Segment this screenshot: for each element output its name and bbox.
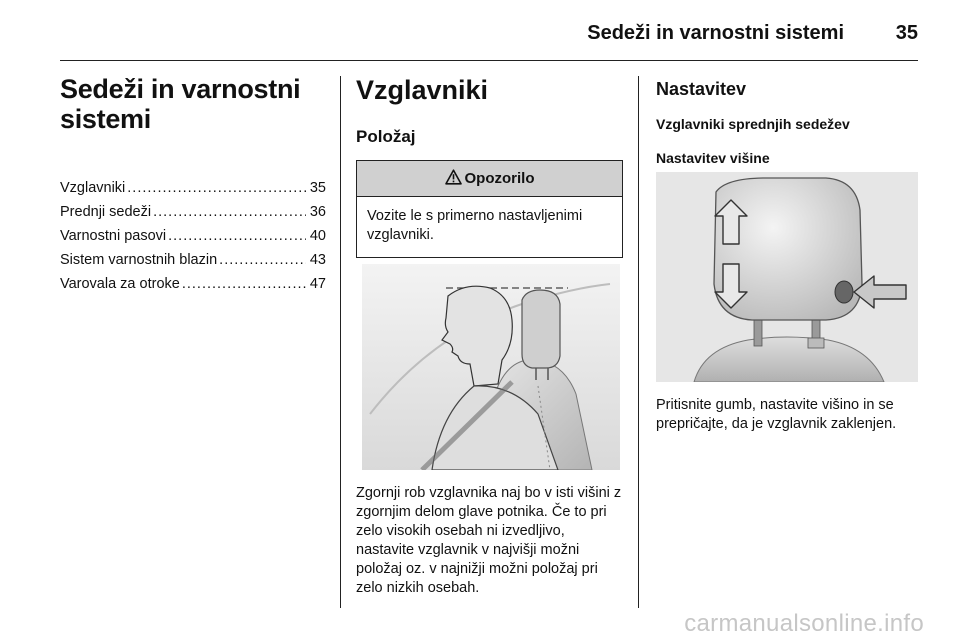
- front-seats-headrest-subtitle: Vzglavniki sprednjih sedežev: [656, 116, 850, 132]
- height-adjustment-subtitle: Nastavitev višine: [656, 150, 770, 166]
- column-divider-2: [638, 76, 639, 608]
- section-title: Vzglavniki: [356, 75, 489, 105]
- header-divider: [60, 60, 918, 61]
- warning-heading: Opozorilo: [464, 170, 535, 187]
- running-header-title: Sedeži in varnostni sistemi: [587, 22, 844, 44]
- warning-header: [357, 161, 622, 197]
- toc-item-vzglavniki[interactable]: Vzglavniki ..... 35: [60, 176, 326, 200]
- height-adjustment-illustration: [656, 172, 918, 382]
- headrest-position-illustration: [362, 264, 620, 470]
- warning-text: Vozite le s primerno nastavljenimi vzglavniki.: [367, 208, 583, 243]
- chapter-title: Sedeži in varnostni sistemi: [60, 74, 301, 134]
- toc-item-varovala-za-otroke[interactable]: Varovala za otroke ..... 47: [60, 272, 326, 296]
- toc-item-sistem-varnostnih-blazin[interactable]: Sistem varnostnih blazin ..... 43: [60, 248, 326, 272]
- page-number: 35: [895, 22, 918, 44]
- adjustment-title: Nastavitev: [656, 79, 747, 99]
- column-divider-1: [340, 76, 341, 608]
- adjustment-section: [656, 78, 926, 167]
- position-paragraph: Zgornji rob vzglavnika naj bo v isti višini z zgornjim delom glave potnika. Če to pri zelo visokih osebah ni izvedljivo, nastavite vzglavnik v najvišji možni položaj oz. v najnižji možni položaj pri zelo nizkih osebah.: [356, 485, 622, 596]
- toc-item-prednji-sedezi[interactable]: Prednji sedeži ..... 36: [60, 200, 326, 224]
- chapter-column: [60, 74, 326, 296]
- warning-box: [356, 160, 623, 258]
- adjustment-paragraph: Pritisnite gumb, nastavite višino in se prepričajte, da je vzglavnik zaklenjen.: [656, 397, 897, 432]
- toc-item-varnostni-pasovi[interactable]: Varnostni pasovi ..... 40: [60, 224, 326, 248]
- subsection-title: Položaj: [356, 127, 416, 146]
- warning-triangle-icon: [445, 169, 462, 189]
- watermark: carmanualsonline.info: [684, 610, 924, 637]
- table-of-contents: [60, 176, 326, 296]
- headrest-section: [356, 74, 624, 258]
